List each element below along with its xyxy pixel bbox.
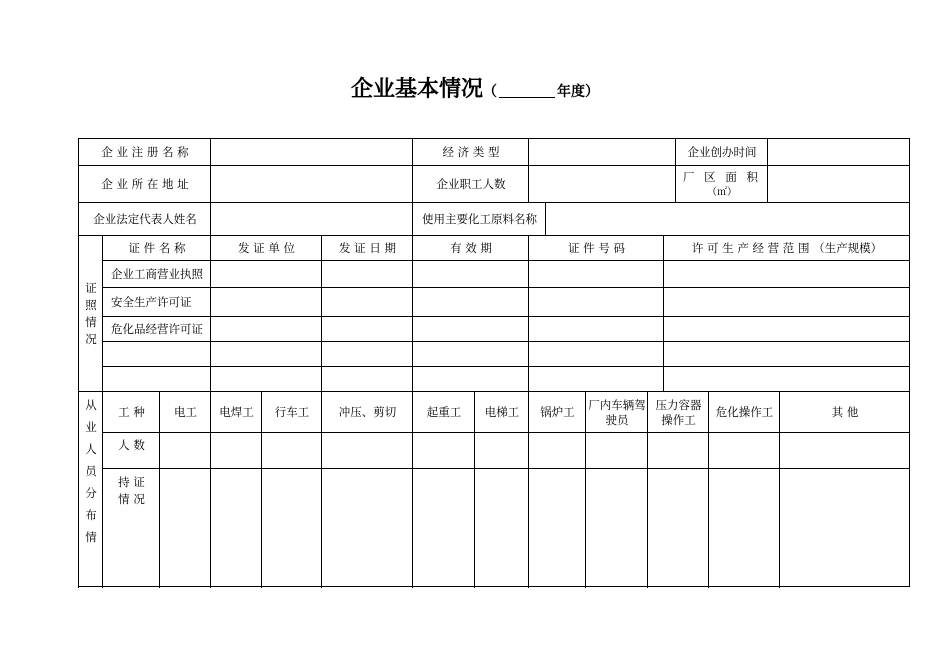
certified-status-text: 持 证 情 况 bbox=[118, 475, 145, 506]
plant-area-text: 厂 区 面 积 bbox=[683, 169, 761, 184]
staff-section-char: 情 bbox=[85, 530, 97, 544]
label-main-chemicals: 使用主要化工原料名称 bbox=[412, 202, 546, 236]
label-economic-type: 经 济 类 型 bbox=[412, 138, 529, 166]
work-type-4: 冲压、剪切 bbox=[321, 391, 413, 433]
plant-area-unit: （㎡） bbox=[707, 186, 737, 198]
cert-header-5: 证 件 号 码 bbox=[528, 235, 664, 261]
cert-name-1: 企业工商营业执照 bbox=[102, 260, 211, 288]
label-work-type: 工 种 bbox=[102, 391, 160, 433]
staff-section-char: 人 bbox=[85, 442, 97, 456]
work-type-10: 危化操作工 bbox=[708, 391, 780, 433]
cert-name-2: 安全生产许可证 bbox=[102, 287, 211, 317]
cert-section-label: 证照情况 bbox=[78, 235, 103, 392]
work-type-7: 锅炉工 bbox=[528, 391, 586, 433]
cert-name-3: 危化品经营许可证 bbox=[102, 316, 211, 342]
work-type-5: 起重工 bbox=[412, 391, 475, 433]
label-company-name: 企 业 注 册 名 称 bbox=[78, 138, 211, 166]
label-employee-count: 企业职工人数 bbox=[412, 165, 529, 203]
work-type-2: 电焊工 bbox=[210, 391, 262, 433]
cert-header-4: 有 效 期 bbox=[412, 235, 529, 261]
staff-section-char: 员 bbox=[85, 464, 97, 478]
label-staff-count: 人 数 bbox=[102, 432, 160, 469]
label-legal-representative: 企业法定代表人姓名 bbox=[78, 202, 211, 236]
cert-header-3: 发 证 日 期 bbox=[321, 235, 413, 261]
cert-header-6: 许 可 生 产 经 营 范 围 （生产规模） bbox=[663, 235, 910, 261]
work-type-11: 其 他 bbox=[779, 391, 910, 433]
form-frame bbox=[78, 138, 910, 587]
title-open-paren: （ bbox=[483, 84, 497, 100]
staff-section-char: 从 bbox=[85, 398, 97, 412]
title-year-suffix: 年度） bbox=[557, 84, 599, 100]
label-founding-time: 企业创办时间 bbox=[675, 138, 768, 166]
staff-section-char: 分 bbox=[85, 486, 97, 500]
work-type-1: 电工 bbox=[159, 391, 211, 433]
work-type-9: 压力容器操作工 bbox=[647, 391, 709, 433]
staff-section-char: 业 bbox=[85, 420, 97, 434]
work-type-3: 行车工 bbox=[261, 391, 322, 433]
title-main: 企业基本情况 bbox=[350, 77, 483, 102]
staff-section-char: 布 bbox=[85, 508, 97, 522]
work-type-6: 电梯工 bbox=[474, 391, 529, 433]
cert-header-1: 证 件 名 称 bbox=[102, 235, 211, 261]
cert-header-2: 发 证 单 位 bbox=[210, 235, 322, 261]
work-type-8: 厂内车辆驾驶员 bbox=[585, 391, 648, 433]
label-company-address: 企 业 所 在 地 址 bbox=[78, 165, 211, 203]
